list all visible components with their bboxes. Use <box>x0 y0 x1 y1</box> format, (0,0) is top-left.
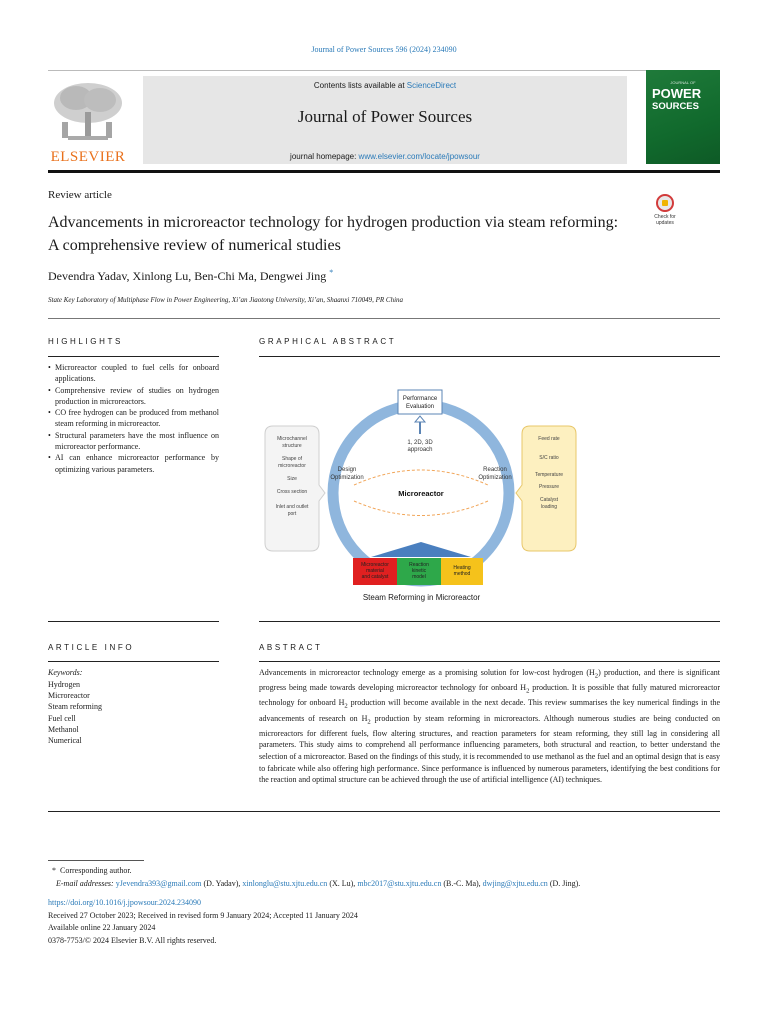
cover-sources-text: SOURCES <box>652 101 699 112</box>
check-updates-label: Check for updates <box>654 214 676 226</box>
graphical-abstract-rule <box>259 356 720 357</box>
copyright: 0378-7753/© 2024 Elsevier B.V. All rights reserved. <box>48 936 217 945</box>
author-name[interactable]: Xinlong Lu <box>132 269 189 283</box>
design-item: microreactor <box>278 463 306 469</box>
graphical-abstract-caption: Steam Reforming in Microreactor <box>362 593 481 602</box>
design-optimization-line2: Optimization <box>330 475 364 481</box>
journal-citation-link[interactable]: Journal of Power Sources 596 (2024) 234090 <box>311 45 457 54</box>
article-title: Advancements in microreactor technology for hydrogen production via steam reforming: A comprehensive review of numerical studies <box>48 214 619 254</box>
keyword: Methanol <box>48 724 79 734</box>
design-item: port <box>287 511 297 517</box>
highlights-list <box>48 362 219 475</box>
highlight-item: • Comprehensive review of studies on hydrogen production in microreactors. <box>48 385 219 408</box>
reaction-item: S/C ratio <box>539 455 559 461</box>
reaction-item: loading <box>540 504 558 510</box>
email-link[interactable]: xinlonglu@stu.xjtu.edu.cn <box>242 879 328 888</box>
reaction-item: Feed rate <box>538 436 560 442</box>
email-link[interactable]: yJevendra393@gmail.com <box>115 879 202 888</box>
performance-evaluation-box <box>398 390 442 414</box>
author-name[interactable]: Devendra Yadav <box>48 269 127 283</box>
highlight-item: • CO free hydrogen can be produced from methanol steam reforming in microreactor. <box>48 407 219 430</box>
performance-evaluation-line2: Evaluation <box>405 404 435 410</box>
bottom-box-text: material <box>366 568 384 574</box>
performance-evaluation-line1: Performance <box>402 396 438 402</box>
keyword: Steam reforming <box>48 702 102 712</box>
highlight-item: • Structural parameters have the most influence on microreactor performance. <box>48 430 219 453</box>
check-for-updates-button[interactable] <box>648 194 682 230</box>
keywords-label: Keywords: <box>48 668 83 677</box>
header-thick-rule <box>48 170 720 173</box>
design-optimization-line1: Design <box>337 467 357 473</box>
online-date: Available online 22 January 2024 <box>48 923 156 932</box>
article-type: Review article <box>48 189 112 201</box>
journal-title: Journal of Power Sources <box>297 107 473 126</box>
design-item: Shape of <box>281 456 303 462</box>
email-link[interactable]: dwjing@xjtu.edu.cn <box>482 879 548 888</box>
inner-arc-bottom <box>354 501 488 516</box>
base-triangle <box>371 542 471 557</box>
design-item: structure <box>282 443 302 449</box>
reaction-optimization-line2: Optimization <box>478 475 512 481</box>
cover-power-text: POWER <box>652 86 702 101</box>
design-item: Microchannel <box>277 436 307 442</box>
reaction-item: Temperature <box>534 472 564 478</box>
author-name[interactable]: Dengwei Jing <box>259 269 327 283</box>
affiliation-rule <box>48 318 720 319</box>
up-arrowhead-icon <box>415 416 425 422</box>
graphical-abstract-figure[interactable] <box>259 380 584 612</box>
highlights-rule <box>48 356 219 357</box>
cover-small-text: JOURNAL OF <box>670 80 696 85</box>
design-item: Cross section <box>276 489 308 495</box>
sciencedirect-link[interactable]: ScienceDirect <box>406 81 457 90</box>
email-link[interactable]: mbc2017@stu.xjtu.edu.cn <box>357 879 442 888</box>
received-dates: Received 27 October 2023; Received in revised form 9 January 2024; Accepted 11 January 2024 <box>48 911 358 920</box>
graphical-abstract-heading: GRAPHICAL ABSTRACT <box>259 337 397 346</box>
contents-line: Contents lists available at ScienceDirect <box>313 81 457 90</box>
affiliation: State Key Laboratory of Multiphase Flow in Power Engineering, Xi’an Jiaotong University, Xi’an, Shaanxi 710049, PR China <box>48 296 404 304</box>
homepage-line: journal homepage: www.elsevier.com/locate/jpowsour <box>290 152 480 161</box>
highlight-item: • Microreactor coupled to fuel cells for onboard applications. <box>48 362 219 385</box>
abstract-top-rule <box>259 621 720 622</box>
article-info-heading: ARTICLE INFO <box>48 643 135 652</box>
homepage-link[interactable]: www.elsevier.com/locate/jpowsour <box>358 152 480 161</box>
author-list: Devendra Yadav, Xinlong Lu, Ben-Chi Ma, Dengwei Jing * <box>48 268 334 283</box>
elsevier-wordmark: ELSEVIER <box>50 149 126 165</box>
abstract-text: Advancements in microreactor technology emerge as a promising solution for low-cost hydrogen $(H_2)$ production, and there is significant progress being made towards developing microreactor technology for onboard $H_2$ production. It is possible that fully matured microreactor technology for onboard $H_2$ production will become available in the next decade. This review summarises the key numerical findings in the advancements of research on $H_2$ production by steam reforming in microreactors. Although numerous studies are being conducted on microreactors for different fuels, flow altering structures, and reaction parameters for steam reforming, they still lag in considering all parameters. This study aims to comprehend all performance influencing parameters, both structural and reaction, to better understand the selection of a microreactor. Based on the findings of this study, it is recommended to use methanol as the fuel and an optimal design that is easy to fabricate while also offering high performance. Since performance is influenced by numerous parameters, identifying the best conditions for the reaction and optimal structure can be achieved through the use of artificial intelligence (AI) techniques. <box>259 668 721 785</box>
corresponding-author-note: * Corresponding author. <box>52 866 132 875</box>
footnote-rule <box>48 860 144 861</box>
highlights-heading: HIGHLIGHTS <box>48 337 123 346</box>
inner-arc-top <box>354 470 488 485</box>
highlight-item: • AI can enhance microreactor performance by optimizing various parameters. <box>48 452 219 475</box>
doi-link[interactable]: https://doi.org/10.1016/j.jpowsour.2024.234090 <box>48 898 201 907</box>
header-top-rule <box>48 70 720 71</box>
author-name[interactable]: Ben-Chi Ma <box>194 269 254 283</box>
check-updates-icon <box>656 194 674 212</box>
reaction-item: Catalyst <box>539 497 559 503</box>
approach-line2: approach <box>407 447 433 453</box>
bottom-box-text: Reaction <box>409 562 429 568</box>
bottom-box-text: method <box>453 571 471 577</box>
design-item: Size <box>287 476 297 482</box>
bottom-box-text: Microreactor <box>361 562 389 568</box>
keyword-list <box>48 679 102 746</box>
email-addresses: E-mail addresses: yJevendra393@gmail.com (D. Yadav), xinlonglu@stu.xjtu.edu.cn (X. Lu), mbc2017@stu.xjtu.edu.cn (B.-C. Ma), dwjing@xjtu.edu.cn (D. Jing). <box>56 879 581 888</box>
corresponding-author-mark[interactable]: * <box>329 268 334 277</box>
bottom-box-text: and catalyst <box>361 574 389 580</box>
bottom-box-text: Heating <box>453 565 471 571</box>
bottom-box-text: kinetic <box>411 568 427 574</box>
article-info-top-rule <box>48 621 219 622</box>
bottom-box-text: model <box>412 574 426 580</box>
keyword: Fuel cell <box>48 713 76 723</box>
design-item: Inlet and outlet <box>275 504 309 510</box>
approach-line1: 1, 2D, 3D <box>407 440 433 446</box>
keyword: Numerical <box>48 736 82 746</box>
keyword: Hydrogen <box>48 680 80 689</box>
journal-cover-image[interactable] <box>646 70 720 164</box>
abstract-rule <box>259 661 720 662</box>
article-info-rule <box>48 661 219 662</box>
reaction-optimization-line1: Reaction <box>483 467 507 473</box>
abstract-heading: ABSTRACT <box>259 643 323 652</box>
abstract-bottom-rule <box>48 811 720 812</box>
microreactor-label: Microreactor <box>398 489 444 498</box>
keyword: Microreactor <box>48 691 90 701</box>
reaction-item: Pressure <box>538 484 560 490</box>
